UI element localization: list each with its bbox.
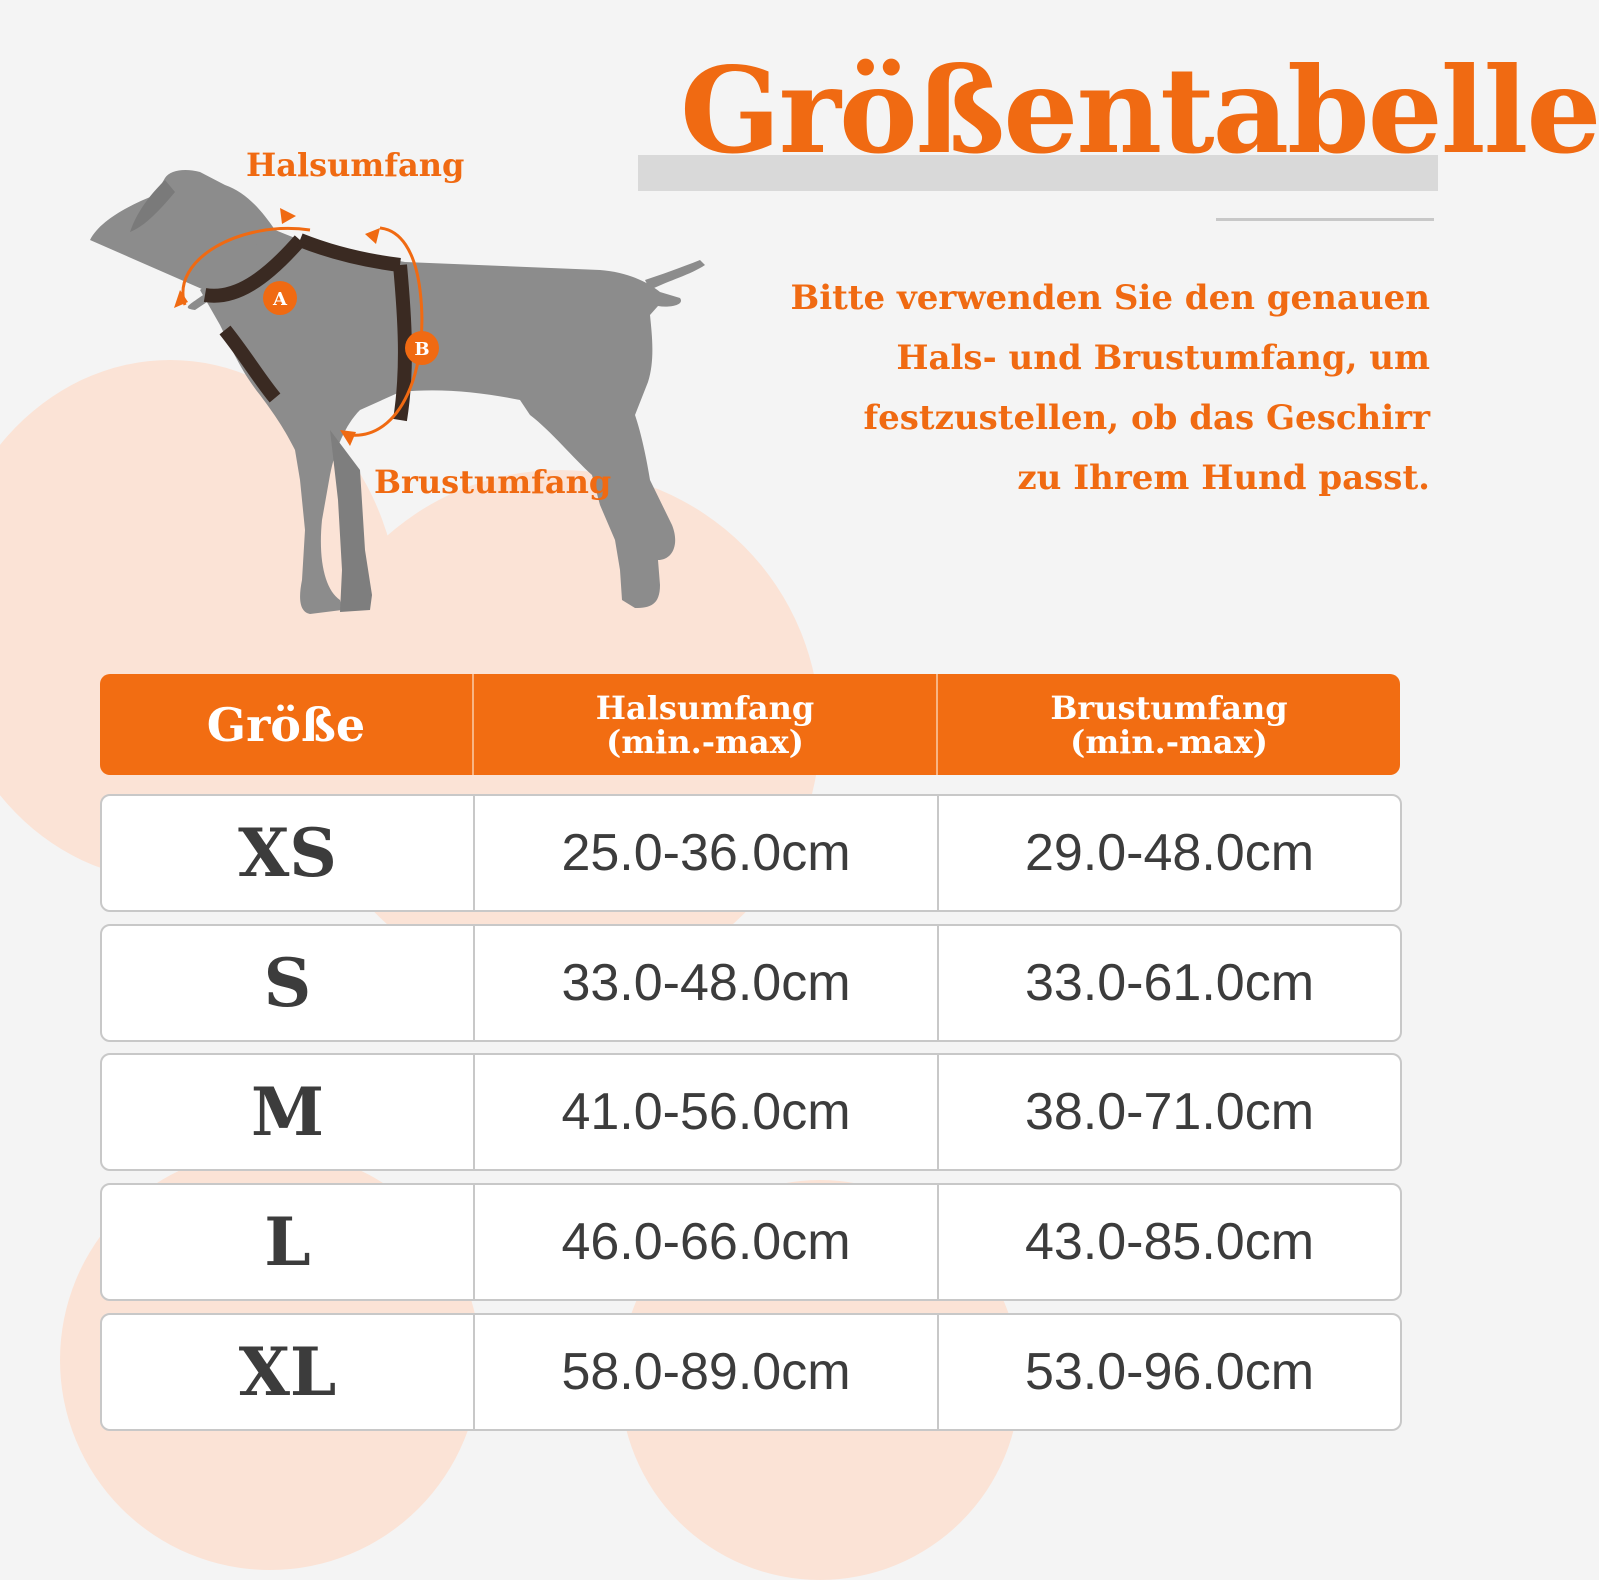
size-cell: M <box>102 1055 475 1169</box>
chest-cell: 29.0-48.0cm <box>1024 824 1315 882</box>
table-row <box>100 924 1402 1042</box>
size-cell: S <box>102 926 475 1040</box>
title-rule <box>1216 218 1434 221</box>
size-table-header <box>100 674 1400 775</box>
marker-a <box>263 281 297 315</box>
size-cell: L <box>102 1185 475 1299</box>
header-neck-title: Halsumfang <box>595 688 815 727</box>
header-size: Größe <box>100 674 474 775</box>
neck-cell: 41.0-56.0cm <box>475 1055 939 1169</box>
chest-cell: 38.0-71.0cm <box>1024 1083 1315 1141</box>
header-neck-range: (min.-max) <box>606 722 804 761</box>
page-title: Größentabelle <box>680 41 1599 180</box>
neck-cell: 33.0-48.0cm <box>475 926 939 1040</box>
table-row <box>100 1313 1402 1431</box>
neck-cell: 25.0-36.0cm <box>475 796 939 910</box>
marker-b <box>405 331 439 365</box>
marker-b-label: B <box>414 339 430 360</box>
size-cell: XL <box>102 1315 475 1429</box>
marker-a-label: A <box>273 289 287 310</box>
description-text <box>790 268 1430 508</box>
neck-cell: 58.0-89.0cm <box>475 1315 939 1429</box>
neck-cell: 46.0-66.0cm <box>475 1185 939 1299</box>
header-chest <box>938 674 1400 775</box>
table-row <box>100 1183 1402 1301</box>
header-chest-title: Brustumfang <box>1050 688 1288 727</box>
table-row <box>100 1053 1402 1171</box>
size-cell: XS <box>102 796 475 910</box>
chest-cell: 53.0-96.0cm <box>1024 1343 1315 1401</box>
description-line: zu Ihrem Hund passt. <box>1017 458 1430 498</box>
dog-measurement-illustration <box>60 130 700 630</box>
neck-circumference-label: Halsumfang <box>246 146 465 184</box>
chest-cell: 43.0-85.0cm <box>1024 1213 1315 1271</box>
header-neck <box>474 674 938 775</box>
description-line: Hals- und Brustumfang, um <box>896 338 1430 378</box>
chest-cell: 33.0-61.0cm <box>1024 954 1315 1012</box>
description-line: Bitte verwenden Sie den genauen <box>790 278 1430 318</box>
header-chest-range: (min.-max) <box>1070 722 1268 761</box>
description-line: festzustellen, ob das Geschirr <box>863 398 1430 438</box>
chest-circumference-label: Brustumfang <box>374 463 612 501</box>
table-row <box>100 794 1402 912</box>
